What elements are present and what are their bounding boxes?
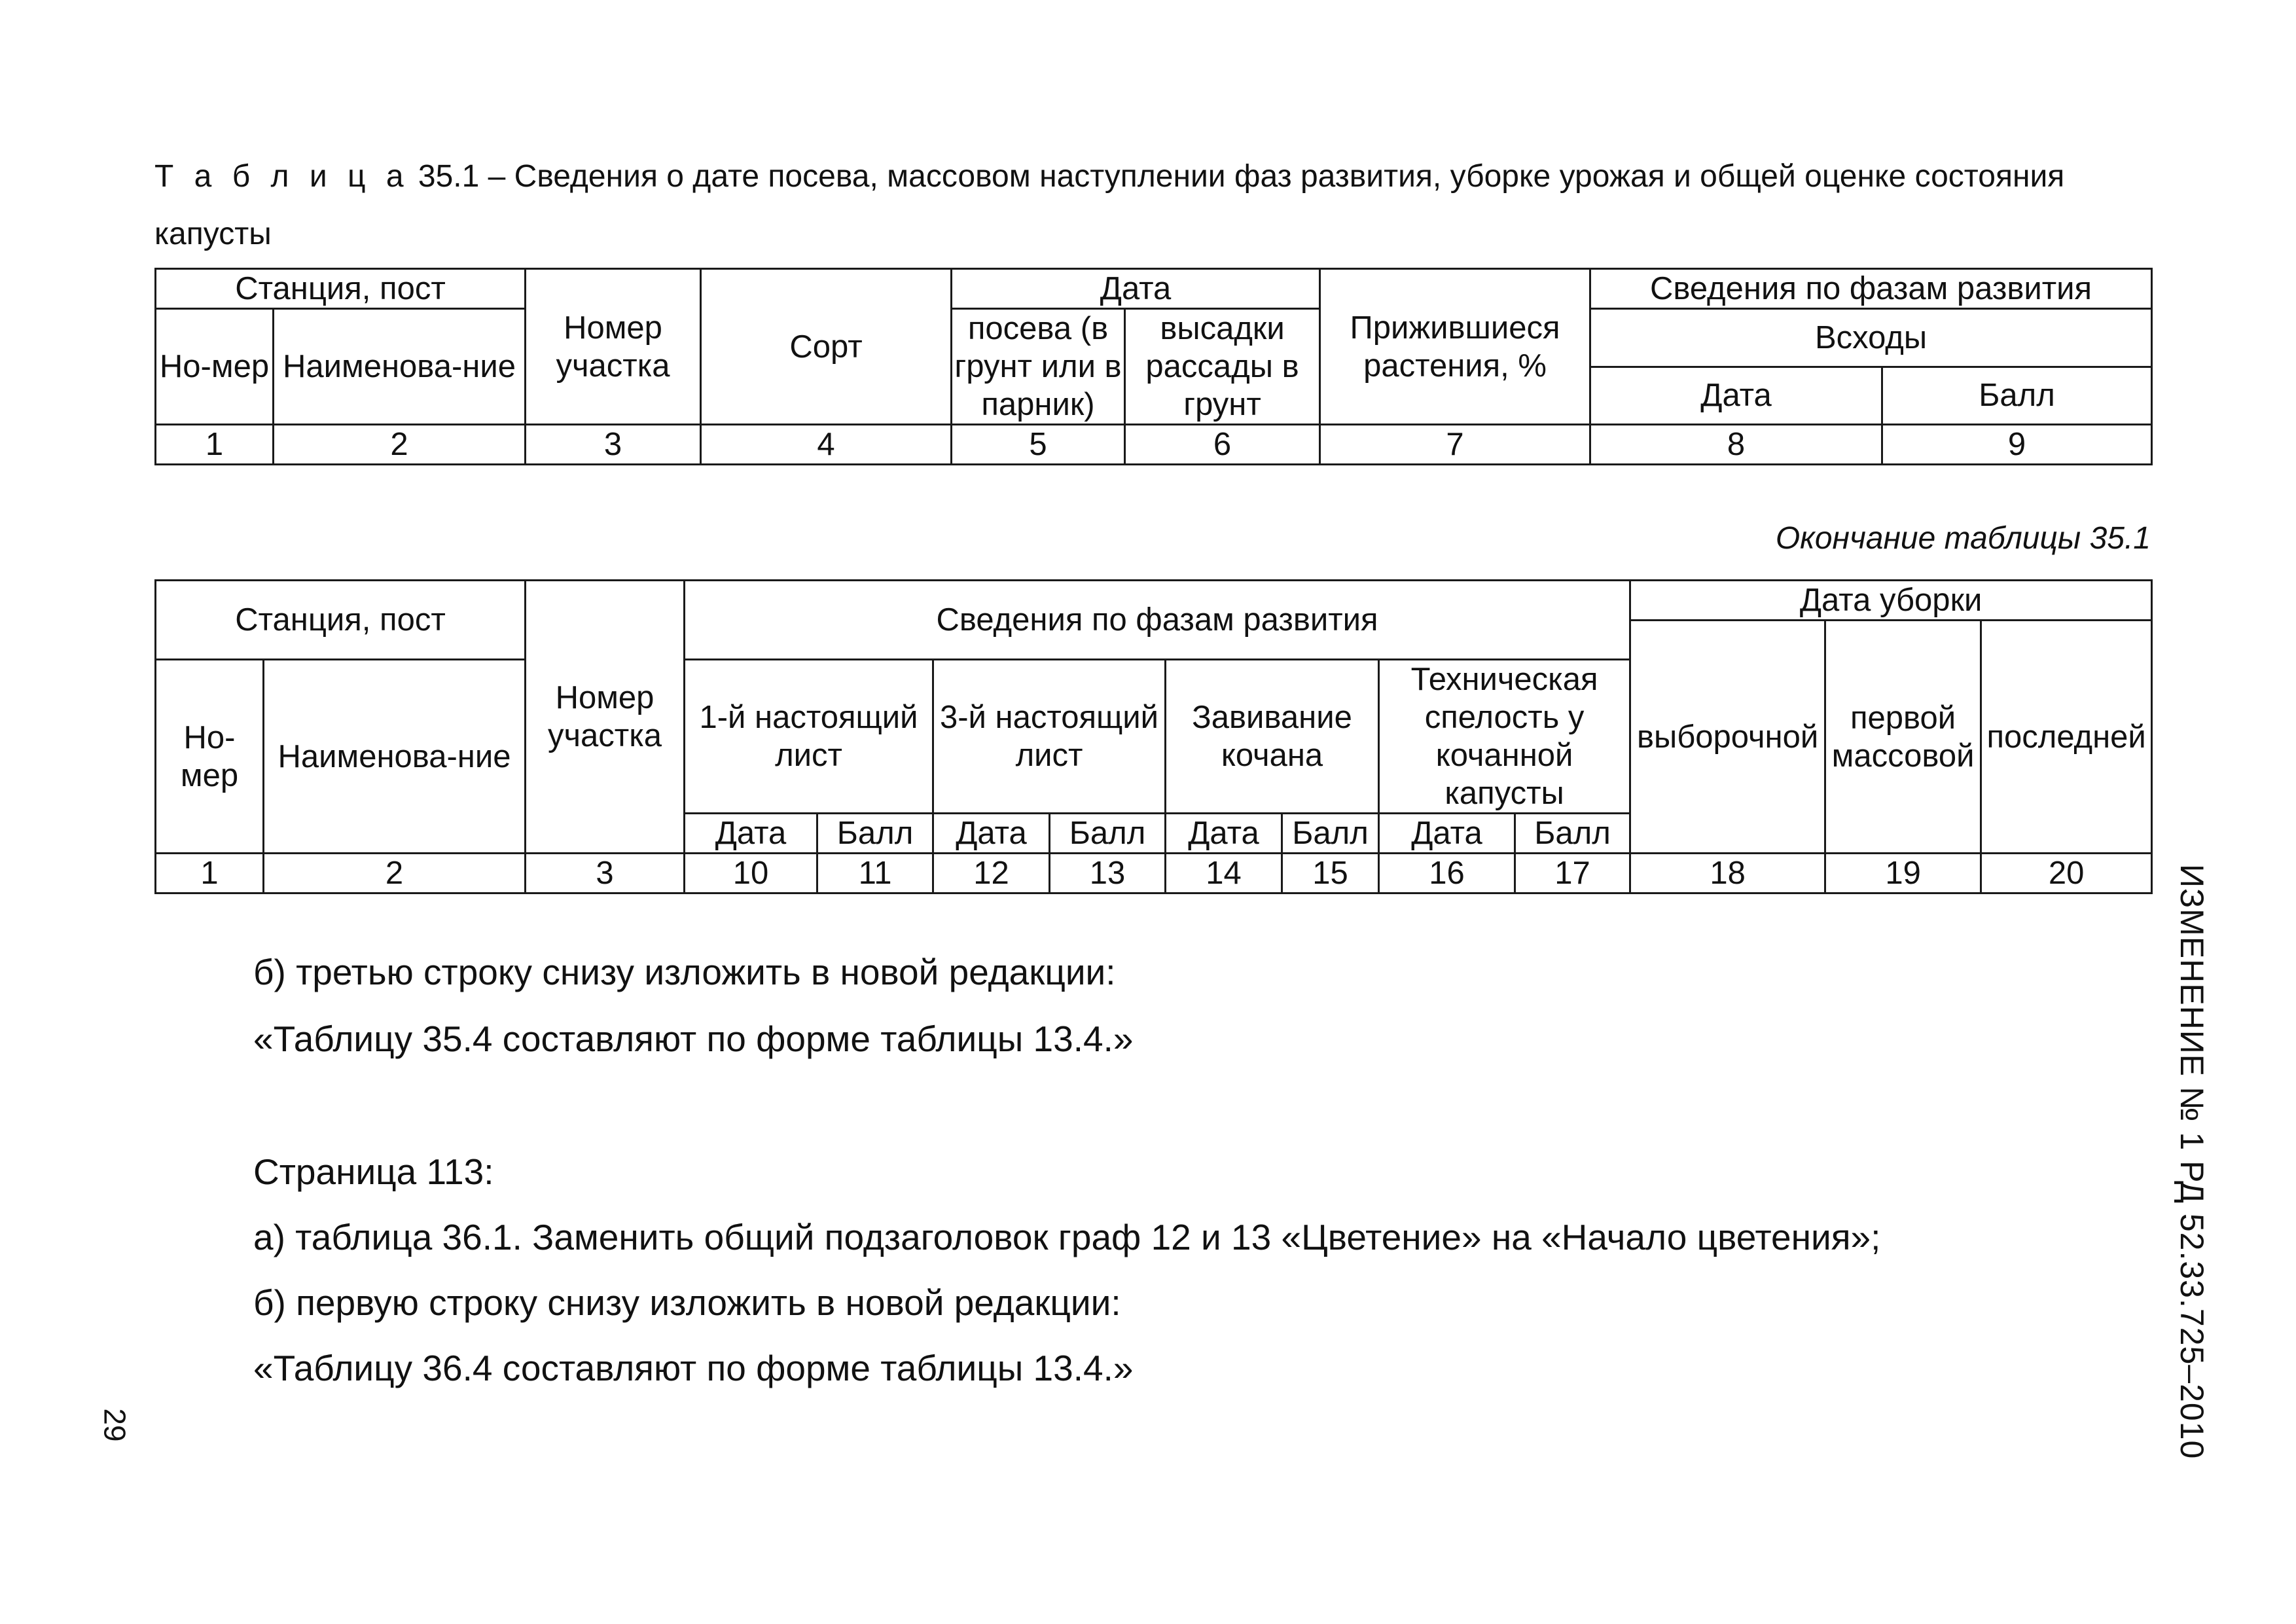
header-name: Наименова-ние <box>264 660 526 854</box>
col-num: 15 <box>1282 854 1379 893</box>
col-num: 18 <box>1630 854 1825 893</box>
sub-date: Дата <box>933 814 1050 854</box>
header-last: последней <box>1981 621 2152 854</box>
sub-score: Балл <box>1282 814 1379 854</box>
header-harvest: Дата уборки <box>1630 581 2152 621</box>
table-caption <box>154 148 2151 263</box>
paragraph-item: а) таблица 36.1. Заменить общий подзаголовок граф 12 и 13 «Цветение» на «Начало цветения»; <box>253 1217 1881 1257</box>
col-num: 12 <box>933 854 1050 893</box>
header-plot: Номер участка <box>526 581 685 854</box>
col-num: 3 <box>526 854 685 893</box>
col-num: 3 <box>526 425 701 465</box>
header-survived: Прижившиеся растения, % <box>1320 269 1590 425</box>
caption-prefix: Т а б л и ц а <box>154 159 410 194</box>
col-num: 2 <box>274 425 526 465</box>
header-variety: Сорт <box>701 269 952 425</box>
sub-date: Дата <box>685 814 817 854</box>
header-num: Но-мер <box>156 660 264 854</box>
col-num: 13 <box>1050 854 1166 893</box>
page-number: 29 <box>98 1408 132 1442</box>
header-leaf3: 3-й настоящий лист <box>933 660 1166 814</box>
col-num: 20 <box>1981 854 2152 893</box>
col-num: 4 <box>701 425 952 465</box>
caption-text: 35.1 – Сведения о дате посева, массовом наступлении фаз развития, уборке урожая и общей оценке состояния капусты <box>154 159 2065 251</box>
header-phases: Сведения по фазам развития <box>1590 269 2152 309</box>
col-num: 1 <box>156 425 274 465</box>
header-plot: Номер участка <box>526 269 701 425</box>
col-num: 8 <box>1590 425 1882 465</box>
header-date: Дата <box>952 269 1320 309</box>
paragraph-item: «Таблицу 35.4 составляют по форме таблицы 13.4.» <box>253 1019 1134 1059</box>
col-num: 17 <box>1515 854 1630 893</box>
header-sowing: посева (в грунт или в парник) <box>952 309 1125 425</box>
col-num: 10 <box>685 854 817 893</box>
header-station: Станция, пост <box>156 581 526 660</box>
col-num: 9 <box>1882 425 2152 465</box>
header-shoots-score: Балл <box>1882 367 2152 425</box>
paragraph-item: б) третью строку снизу изложить в новой редакции: <box>253 952 1116 992</box>
header-station: Станция, пост <box>156 269 526 309</box>
header-first-mass: первой массовой <box>1825 621 1981 854</box>
continuation-label: Окончание таблицы 35.1 <box>1775 521 2151 556</box>
col-num: 2 <box>264 854 526 893</box>
column-number-row <box>156 854 2152 893</box>
col-num: 1 <box>156 854 264 893</box>
col-num: 19 <box>1825 854 1981 893</box>
header-num: Но-мер <box>156 309 274 425</box>
header-planting: высадки рассады в грунт <box>1125 309 1320 425</box>
col-num: 6 <box>1125 425 1320 465</box>
paragraph-item: «Таблицу 36.4 составляют по форме таблицы 13.4.» <box>253 1348 1134 1388</box>
table-35-1-part2 <box>154 579 2153 894</box>
header-name: Наименова-ние <box>274 309 526 425</box>
table-35-1-part1 <box>154 268 2153 465</box>
col-num: 7 <box>1320 425 1590 465</box>
col-num: 16 <box>1379 854 1515 893</box>
header-leaf1: 1-й настоящий лист <box>685 660 933 814</box>
sub-score: Балл <box>1050 814 1166 854</box>
sub-date: Дата <box>1379 814 1515 854</box>
paragraph-page-ref: Страница 113: <box>253 1151 494 1192</box>
sub-date: Дата <box>1166 814 1282 854</box>
paragraph-item: б) первую строку снизу изложить в новой редакции: <box>253 1282 1121 1323</box>
column-number-row <box>156 425 2152 465</box>
col-num: 14 <box>1166 854 1282 893</box>
col-num: 11 <box>817 854 933 893</box>
sub-score: Балл <box>817 814 933 854</box>
col-num: 5 <box>952 425 1125 465</box>
header-ripeness: Техническая спелость у кочанной капусты <box>1379 660 1630 814</box>
sub-score: Балл <box>1515 814 1630 854</box>
header-shoots: Всходы <box>1590 309 2152 367</box>
document-change-label: ИЗМЕНЕНИЕ № 1 РД 52.33.725–2010 <box>2174 864 2210 1460</box>
header-phases: Сведения по фазам развития <box>685 581 1630 660</box>
header-heading: Завивание кочана <box>1166 660 1379 814</box>
header-selective: выборочной <box>1630 621 1825 854</box>
header-shoots-date: Дата <box>1590 367 1882 425</box>
